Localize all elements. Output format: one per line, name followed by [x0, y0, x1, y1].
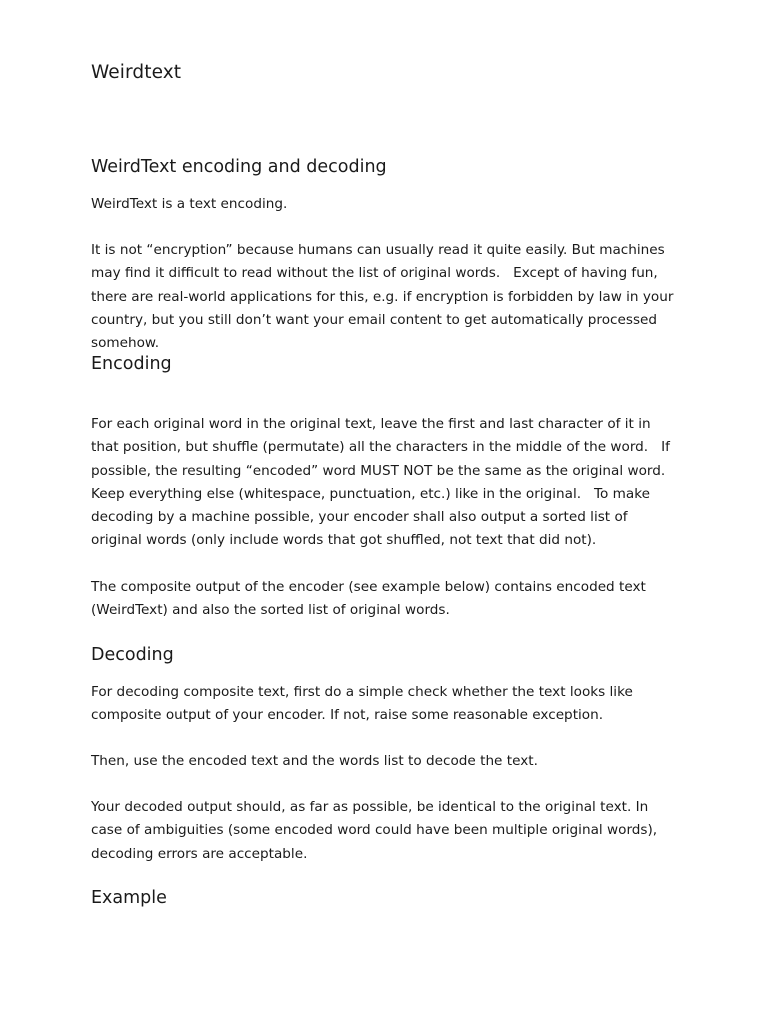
decoding-paragraph-1: For decoding composite text, first do a simple check whether the text looks like composite output of your encoder. If not, raise some reasonable exception. — [91, 684, 633, 724]
decoding-paragraph-3: Your decoded output should, as far as possible, be identical to the original text. In case of ambiguities (some encoded word could have been multiple original words), decoding errors are acceptable. — [91, 799, 658, 862]
section-heading-encoding: Encoding — [91, 354, 172, 374]
section-heading-example: Example — [91, 888, 167, 908]
section-heading-decoding: Decoding — [91, 645, 174, 665]
encoding-paragraph-1: For each original word in the original text, leave the first and last character of it in that position, but shuffle (permutate) all the characters in the middle of the word. If possible, the resulting “encoded” word MUST NOT be the same as the original word. Keep everything else (whitespace, punctuation, etc.) like in the original. To make decoding by a machine possible, your encoder shall also output a sorted list of original words (only include words that got shuffled, not text that did not). — [91, 416, 670, 549]
page-title: Weirdtext — [91, 62, 182, 83]
decoding-paragraph-2: Then, use the encoded text and the words list to decode the text. — [91, 753, 538, 769]
intro-paragraph-2: It is not “encryption” because humans can usually read it quite easily. But machines may find it difficult to read without the list of original words. Except of having fun, there are real-world applications for this, e.g. if encryption is forbidden by law in your country, but you still don’t want your email content to get automatically processed somehow. — [91, 242, 674, 352]
intro-paragraph-1: WeirdText is a text encoding. — [91, 196, 288, 212]
section-heading-intro: WeirdText encoding and decoding — [91, 157, 387, 177]
encoding-paragraph-2: The composite output of the encoder (see example below) contains encoded text (WeirdText) and also the sorted list of original words. — [91, 579, 646, 619]
